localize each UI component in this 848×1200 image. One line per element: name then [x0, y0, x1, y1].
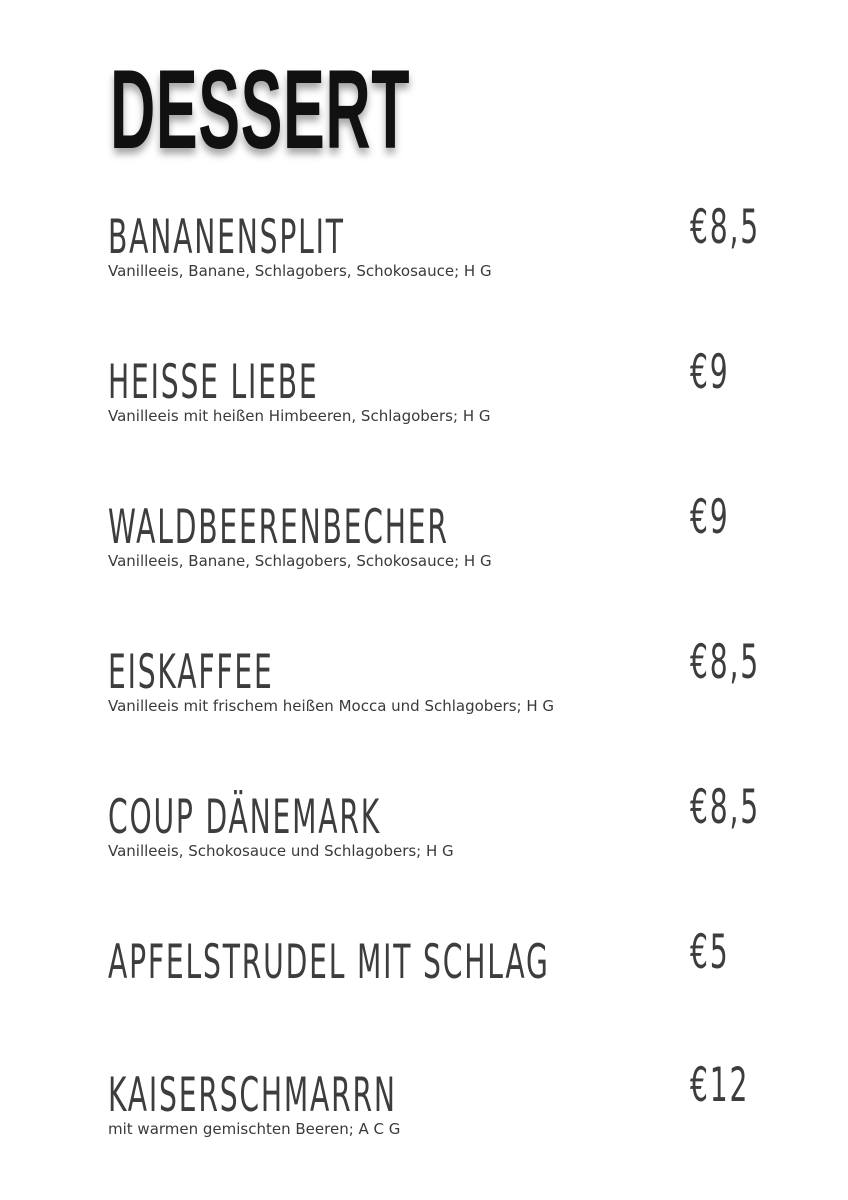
menu-item-coup-daenemark [108, 780, 768, 872]
item-name: COUP DÄNEMARK [108, 790, 382, 845]
item-description: Vanilleeis, Banane, Schlagobers, Schokosauce; H G [108, 262, 492, 280]
item-name: BANANENSPLIT [108, 210, 345, 265]
item-name: EISKAFFEE [108, 645, 274, 700]
item-description: Vanilleeis, Schokosauce und Schlagobers; H G [108, 842, 454, 860]
menu-item-bananensplit [108, 200, 768, 292]
item-price: €8,5 [690, 635, 760, 690]
item-description: Vanilleeis, Banane, Schlagobers, Schokosauce; H G [108, 552, 492, 570]
menu-item-apfelstrudel [108, 925, 768, 1017]
page-title: DESSERT [110, 47, 411, 172]
item-name: WALDBEERENBECHER [108, 500, 449, 555]
menu-item-kaiserschmarrn [108, 1058, 768, 1150]
item-name: APFELSTRUDEL MIT SCHLAG [108, 935, 550, 990]
item-name: KAISERSCHMARRN [108, 1068, 397, 1123]
item-description: Vanilleeis mit frischem heißen Mocca und Schlagobers; H G [108, 697, 555, 715]
menu-item-eiskaffee [108, 635, 768, 727]
item-price: €5 [690, 925, 730, 980]
item-price: €9 [690, 490, 730, 545]
menu-item-heisse-liebe [108, 345, 768, 437]
item-price: €9 [690, 345, 730, 400]
menu-item-waldbeerenbecher [108, 490, 768, 582]
item-price: €8,5 [690, 200, 760, 255]
item-price: €8,5 [690, 780, 760, 835]
item-price: €12 [690, 1058, 750, 1113]
item-name: HEISSE LIEBE [108, 355, 319, 410]
item-description: Vanilleeis mit heißen Himbeeren, Schlagobers; H G [108, 407, 491, 425]
item-description: mit warmen gemischten Beeren; A C G [108, 1120, 401, 1138]
